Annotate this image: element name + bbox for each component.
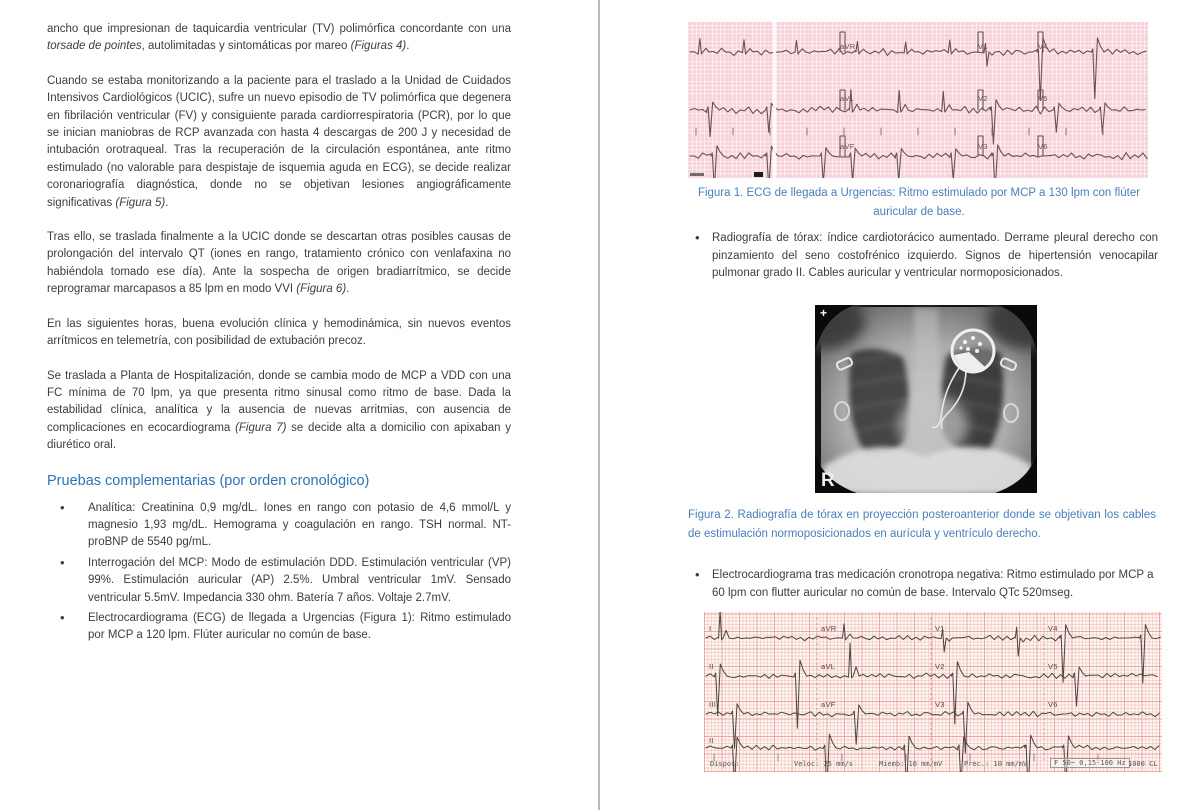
bullet-text: Electrocardiograma tras medicación cronotropa negativa: Ritmo estimulado por MCP a 60 lpm con flutter auricular no común de base. Intervalo QTc 520mseg. (712, 569, 1154, 599)
list-item (88, 610, 511, 645)
list-item (88, 555, 511, 607)
bullet-list (47, 500, 511, 645)
ecg-lead-label: V5 (1038, 94, 1048, 103)
figure2-caption: Figura 2. Radiografía de tórax en proyección posteroanterior donde se objetivan los cables de estimulación normoposicionados en aurícula y ventrículo derecho. (688, 509, 1156, 540)
ecg-lead-label: aVR (821, 624, 837, 633)
ecg-finding-bullet (688, 567, 1158, 602)
list-item-text: Analítica: Creatinina 0,9 mg/dL. Iones en rango con potasio de 4,6 mmol/L y magnesio 1,93 mg/dL. Hemograma y coagulación en rango. TSH normal. NT-proBNP de 5540 pg/mL. (88, 501, 511, 549)
xray-finding-bullet (688, 230, 1158, 283)
ecg-lead-label: V6 (1038, 142, 1048, 151)
page-divider (598, 0, 600, 810)
ecg-lead-label: V5 (1048, 662, 1058, 671)
section-heading: Pruebas complementarias (por orden cronológico) (47, 472, 370, 489)
figure1-caption: Figura 1. ECG de llegada a Urgencias: Ritmo estimulado por MCP a 130 lpm con flúter auricular de base. (697, 187, 1141, 218)
ecg-lead-label: V6 (1048, 700, 1058, 709)
ecg-lead-label: II (709, 736, 714, 745)
ecg-footer-item: 1000 CL (1128, 760, 1158, 768)
ecg-lead-label: V4 (1048, 624, 1058, 633)
ecg-lead-label: V4 (1038, 42, 1048, 51)
xray-canvas (815, 305, 1037, 493)
paragraph: Se traslada a Planta de Hospitalización, donde se cambia modo de MCP a VDD con una FC mínima de 70 lpm, ya que presenta ritmo sinusal como ritmo de base. Dada la estabilidad clínica, analítica y la ausencia de nuevas arritmias, con ausencia de complicaciones en ecocardiograma (Figura 7) se decide alta a domicilio con apixaban y diurético oral. (47, 369, 511, 452)
left-page-text (47, 21, 511, 648)
ecg-lead-label: V2 (935, 662, 945, 671)
ecg-paper-seam (773, 22, 776, 178)
ecg-lead-label: aVL (821, 662, 836, 671)
paragraph: En las siguientes horas, buena evolución clínica y hemodinámica, sin nuevos eventos arrítmicos en telemetría, con posibilidad de extubación precoz. (47, 317, 511, 348)
scan-artifact (754, 172, 763, 177)
ecg-lead-label: I (709, 624, 712, 633)
ecg-lead-label: aVL (840, 94, 855, 103)
figure1-ecg-image (688, 22, 1148, 178)
ecg-lead-label: II (709, 662, 714, 671)
list-item (88, 500, 511, 552)
paragraph: Cuando se estaba monitorizando a la paciente para el traslado a la Unidad de Cuidados Intensivos Cardiológicos (UCIC), sufre un nuevo episodio de TV polimórfica que degenera en fibrilación ventricular (FV) y consiguiente parada cardiorrespiratoria (PCR), por lo que se inician maniobras de RCP avanzada con hasta 4 descargas de 200 J y necesidad de intubación orotraqueal. Tras la recuperación de la circulación espontánea, ante ritmo estimulado (no valorable para despistaje de isquemia aguda en ECG), se decide realizar coronariografía diagnóstica, donde no se objetivan lesiones angiográficamente significativas (Figura 5). (47, 74, 511, 209)
ecg-footer-item: Prec.: 10 mm/mV (964, 760, 1028, 768)
bullet-text: Radiografía de tórax: índice cardiotorácico aumentado. Derrame pleural derecho con pinzamiento del seno costofrénico izquierdo. Signos de hipertensión venocapilar pulmonar grado II. Cables auricular y ventricular normoposicionados. (712, 232, 1158, 280)
ecg-lead-label: V2 (978, 94, 988, 103)
list-item-text: Interrogación del MCP: Modo de estimulación DDD. Estimulación ventricular (VP) 99%. Estimulación auricular (AP) 2.5%. Umbral ventricular 1mV. Sensado ventricular 5.5mV. Impedancia 330 ohm. Batería 7 años. Voltaje 2.7mV. (88, 556, 511, 604)
ecg-footer-item: F 50~ 0,15-100 Hz (1050, 758, 1130, 768)
ecg-lead-label: V3 (935, 700, 945, 709)
ecg-footer-item: Dispos: (710, 760, 740, 768)
ecg-lead-label: V1 (935, 624, 945, 633)
xray-side-marker: R (821, 470, 835, 491)
ecg-lead-label: aVF (821, 700, 836, 709)
ecg-lead-label: aVR (840, 42, 856, 51)
ecg-footer-item: Miemb: 10 mm/mV (879, 760, 943, 768)
ecg-lead-label: aVF (840, 142, 855, 151)
ecg-trace-canvas (688, 22, 1148, 178)
scan-artifact (690, 173, 704, 176)
cardiac-silhouette (898, 395, 968, 455)
ecg-footer-item: Veloc: 25 mm/s (794, 760, 854, 768)
figure3-ecg-image (704, 612, 1162, 772)
ecg-lead-label: V1 (978, 42, 988, 51)
xray-corner-marker: + (820, 306, 828, 320)
ecg-trace-canvas (704, 612, 1162, 772)
paragraph: ancho que impresionan de taquicardia ventricular (TV) polimórfica concordante con una torsade de pointes, autolimitadas y sintomáticas por mareo (Figuras 4). (47, 23, 511, 53)
ecg-lead-label: V3 (978, 142, 988, 151)
paragraph: Tras ello, se traslada finalmente a la UCIC donde se descartan otras posibles causas de prolongación del intervalo QT (iones en rango, tratamiento crónico con venlafaxina no habiéndola tomado ese día). Ante la sospecha de origen bradiarrítmico, se decide reprogramar marcapasos a 85 lpm en modo VVI (Figura 6). (47, 231, 511, 296)
list-item-text: Electrocardiograma (ECG) de llegada a Urgencias (Figura 1): Ritmo estimulado por MCP a 120 lpm. Flúter auricular no común de base. (88, 611, 511, 642)
figure2-xray-image (815, 305, 1037, 493)
ecg-lead-label: III (709, 700, 717, 709)
